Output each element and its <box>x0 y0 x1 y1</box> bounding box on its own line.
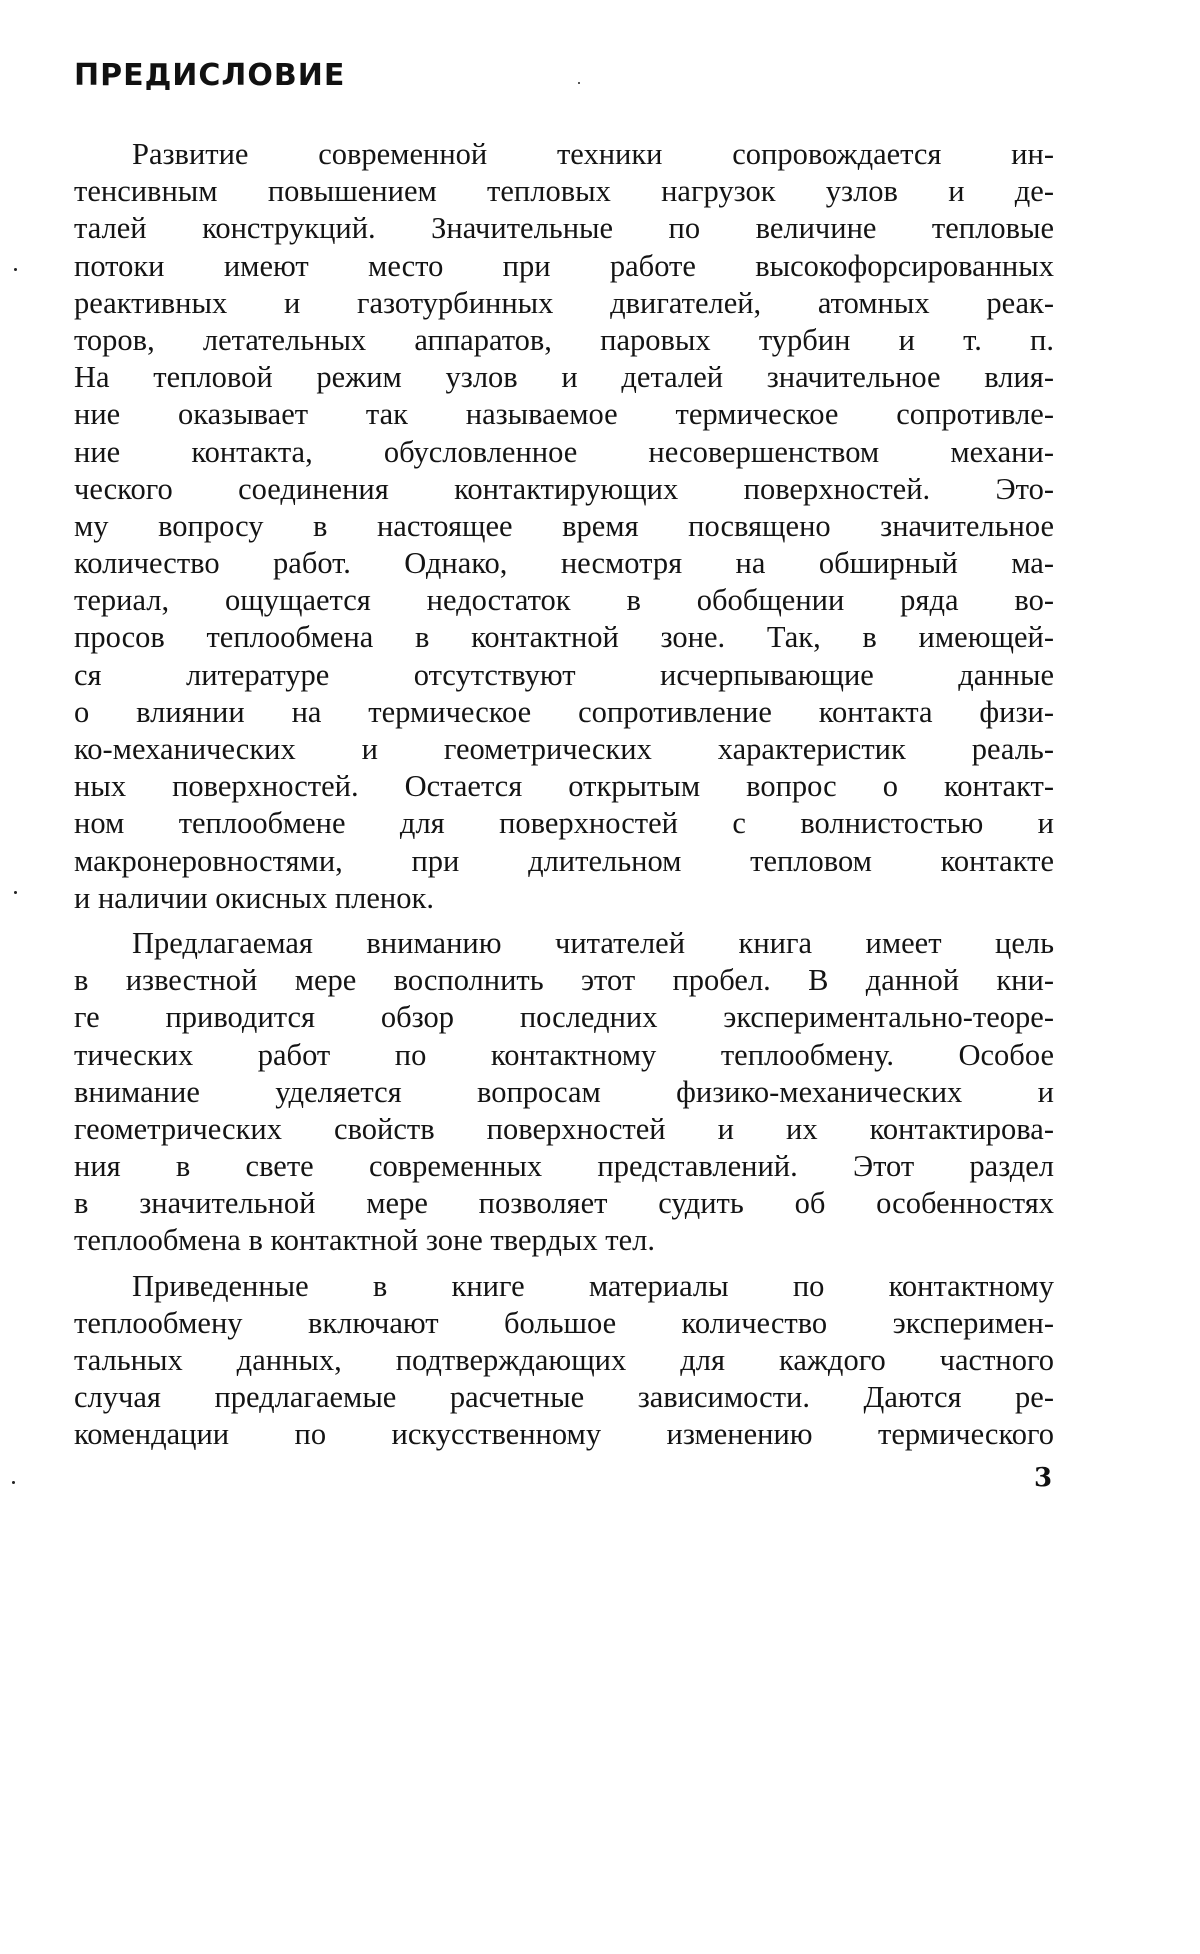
text-line: просов теплообмена в контактной зоне. Так, в имеющей- <box>74 620 1054 655</box>
text-line: потоки имеют место при работе высокофорсированных <box>74 248 1054 283</box>
text-line: ном теплообмене для поверхностей с волнистостью и <box>74 806 1054 841</box>
text-line: ных поверхностей. Остается открытым вопрос о контакт- <box>74 769 1054 804</box>
text-line: о влиянии на термическое сопротивление контакта физи- <box>74 694 1054 729</box>
scan-speck <box>12 1481 15 1484</box>
text-line: ние оказывает так называемое термическое сопротивле- <box>74 397 1054 432</box>
text-line: Развитие современной техники сопровождается ин- <box>132 137 1054 171</box>
paragraph-gap <box>74 1260 1054 1268</box>
text-line: комендации по искусственному изменению термического <box>74 1417 1054 1452</box>
text-line: торов, летательных аппаратов, паровых турбин и т. п. <box>74 322 1054 357</box>
text-line: ге приводится обзор последних экспериментально-теоре- <box>74 1000 1054 1035</box>
text-line: тенсивным повышением тепловых нагрузок узлов и де- <box>74 174 1054 209</box>
text-line: териал, ощущается недостаток в обобщении ряда во- <box>74 583 1054 618</box>
text-line: Предлагаемая вниманию читателей книга имеет цель <box>132 925 1054 960</box>
text-line: геометрических свойств поверхностей и их контактирова- <box>74 1111 1054 1146</box>
text-line: му вопросу в настоящее время посвящено значительное <box>74 508 1054 543</box>
text-line: ся литературе отсутствуют исчерпывающие данные <box>74 657 1054 692</box>
text-line: случая предлагаемые расчетные зависимости. Даются ре- <box>74 1380 1054 1415</box>
text-line: тических работ по контактному теплообмену. Особое <box>74 1037 1054 1072</box>
text-line: ние контакта, обусловленное несовершенством механи- <box>74 434 1054 469</box>
text-line: в известной мере восполнить этот пробел. В данной кни- <box>74 963 1054 998</box>
paragraph <box>74 1268 1054 1454</box>
text-line: Приведенные в книге материалы по контактному <box>132 1268 1054 1303</box>
scan-speck <box>578 82 580 84</box>
paragraph <box>74 925 1054 1260</box>
text-line: реактивных и газотурбинных двигателей, атомных реак- <box>74 285 1054 320</box>
text-line: в значительной мере позволяет судить об особенностях <box>74 1186 1054 1221</box>
text-line: количество работ. Однако, несмотря на обширный ма- <box>74 546 1054 581</box>
text-line: ния в свете современных представлений. Этот раздел <box>74 1149 1054 1184</box>
text-line: тальных данных, подтверждающих для каждого частного <box>74 1343 1054 1377</box>
paragraph-gap <box>74 917 1054 925</box>
text-line: макронеровностями, при длительном тепловом контакте <box>74 843 1054 878</box>
text-line: внимание уделяется вопросам физико-механических и <box>74 1074 1054 1109</box>
text-line: На тепловой режим узлов и деталей значительное влия- <box>74 360 1054 395</box>
scan-speck <box>14 268 17 271</box>
text-line: теплообмена в контактной зоне твердых тел. <box>74 1223 655 1258</box>
text-line: талей конструкций. Значительные по величине тепловые <box>74 211 1054 246</box>
page-number: 3 <box>1034 1463 1053 1493</box>
scan-speck <box>14 891 17 894</box>
page-heading: ПРЕДИСЛОВИЕ <box>74 58 346 93</box>
paragraph <box>74 136 1054 917</box>
text-line: ко-механических и геометрических характеристик реаль- <box>74 732 1054 766</box>
text-line: и наличии окисных пленок. <box>74 880 434 915</box>
text-line: теплообмену включают большое количество эксперимен- <box>74 1305 1054 1340</box>
text-line: ческого соединения контактирующих поверхностей. Это- <box>74 471 1054 506</box>
body-text <box>74 136 1054 1454</box>
